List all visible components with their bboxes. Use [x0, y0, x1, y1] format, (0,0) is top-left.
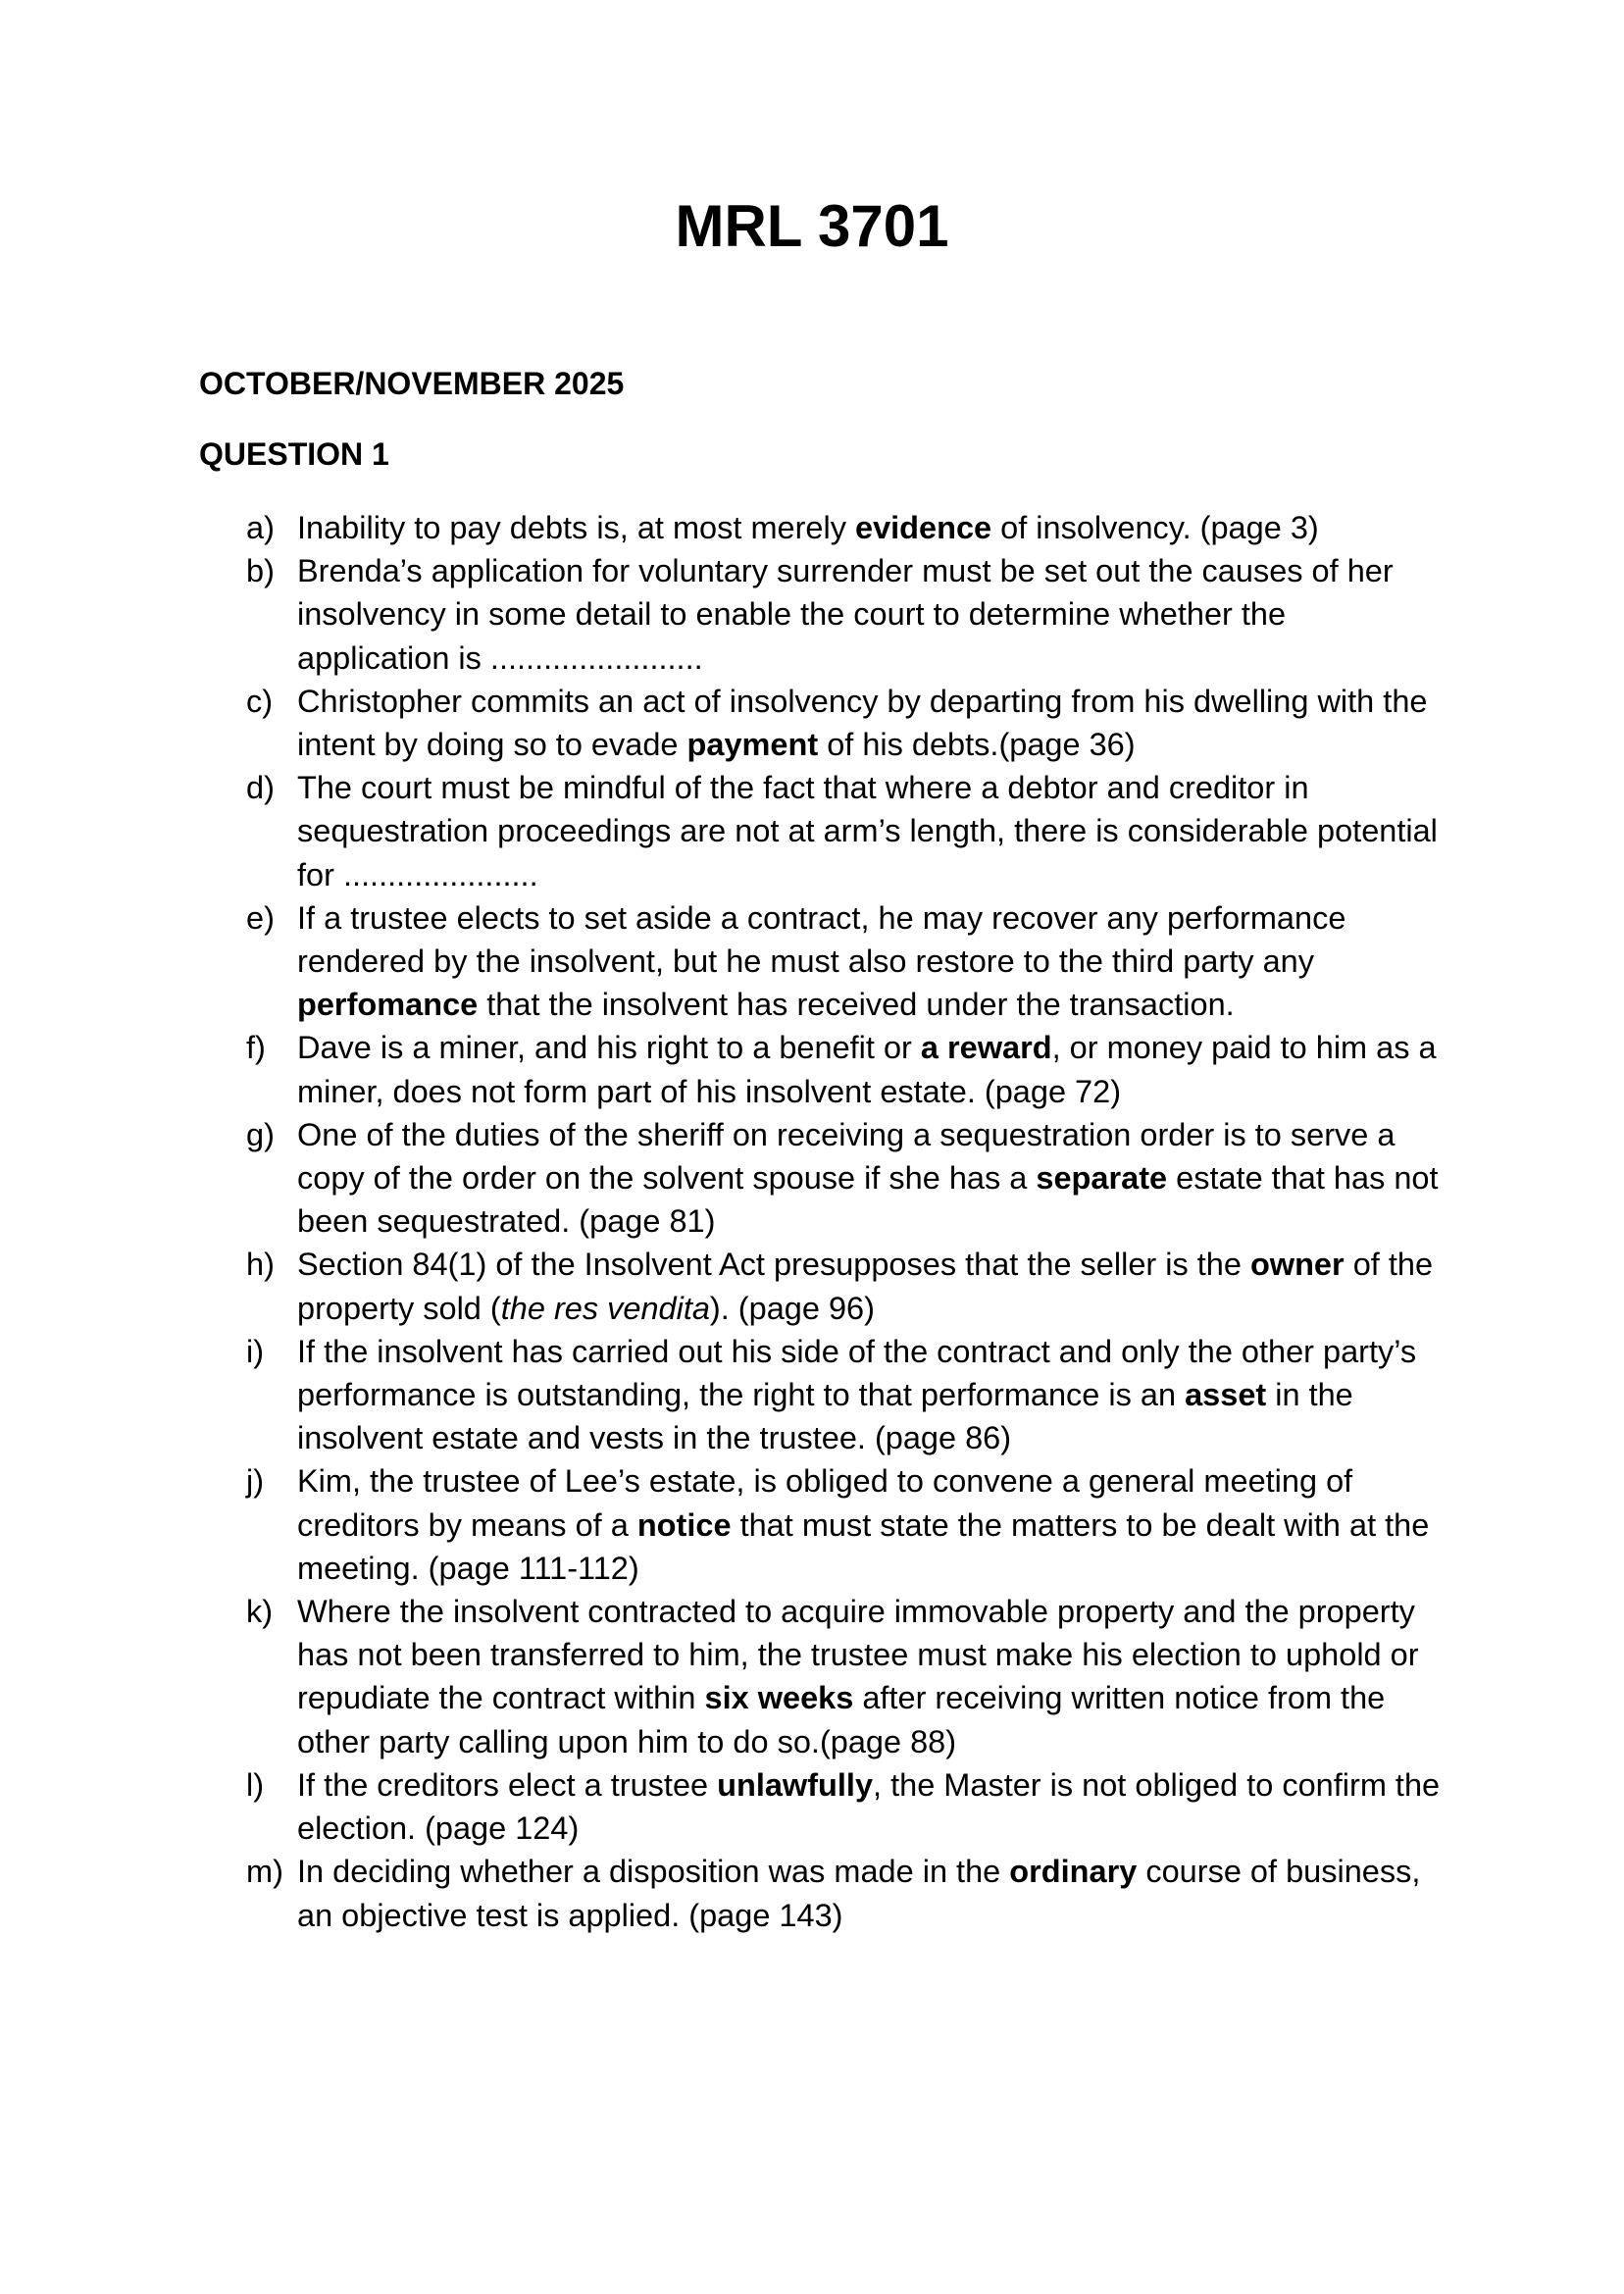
list-item: [0, 1026, 1624, 1112]
text-segment: The court must be mindful of the fact that where a debtor and creditor in sequestration proceedings are not at arm’s length, there is considerable potential for ......................: [297, 770, 1438, 892]
text-segment: in the insolvent estate and vests in the trustee. (page 86): [297, 1377, 1353, 1456]
document-title: MRL 3701: [675, 193, 949, 259]
item-label: h): [246, 1247, 275, 1283]
list-item: [0, 1243, 1624, 1329]
text-segment: If a trustee elects to set aside a contract, he may recover any performance rendered by the insolvent, but he must also restore to the third party any: [297, 899, 1346, 980]
bold-answer: unlawfully: [717, 1766, 874, 1803]
text-segment: of his debts.(page 36): [818, 727, 1136, 763]
question-heading: QUESTION 1: [199, 436, 389, 472]
item-label: j): [246, 1463, 265, 1500]
exam-session-heading: OCTOBER/NOVEMBER 2025: [199, 366, 625, 401]
item-label: a): [246, 510, 275, 545]
text-segment: of insolvency. (page 3): [991, 510, 1319, 545]
text-segment: In deciding whether a disposition was made in the: [297, 1854, 1010, 1890]
list-item: [0, 1763, 1624, 1850]
item-text: [297, 1026, 1624, 1112]
bold-answer: notice: [636, 1506, 732, 1543]
item-label: d): [246, 770, 275, 806]
text-segment: Where the insolvent contracted to acquire immovable property and the property has not been transferred to him, the trustee must make his election to uphold or repudiate the contract within: [297, 1594, 1419, 1716]
text-segment: Dave is a miner, and his right to a benefit or: [297, 1030, 921, 1066]
text-segment: Christopher commits an act of insolvency by departing from his dwelling with the intent by doing so to evade: [297, 683, 1428, 763]
list-item: [0, 896, 1624, 1027]
text-segment: Kim, the trustee of Lee’s estate, is obliged to convene a general meeting of creditors by means of a: [297, 1463, 1353, 1543]
item-text: [297, 1459, 1624, 1590]
item-label: m): [246, 1854, 283, 1890]
item-text: [297, 506, 1624, 549]
text-segment: , or money paid to him as a miner, does not form part of his insolvent estate. (page 72): [297, 1030, 1437, 1109]
item-label: f): [246, 1030, 266, 1066]
item-text: [297, 680, 1624, 766]
text-segment: course of business, an objective test is applied. (page 143): [297, 1854, 1421, 1933]
text-segment: Inability to pay debts is, at most merely: [297, 510, 855, 545]
item-text: [297, 1330, 1624, 1460]
list-item: [0, 1850, 1624, 1936]
bold-answer: separate: [1036, 1160, 1168, 1197]
item-text: [297, 1850, 1624, 1936]
text-segment: , the Master is not obliged to confirm the election. (page 124): [297, 1766, 1441, 1847]
item-text: [297, 549, 1624, 680]
item-label: c): [246, 683, 274, 719]
text-segment: Section 84(1) of the Insolvent Act presupposes that the seller is the: [297, 1247, 1250, 1283]
item-label: g): [246, 1116, 275, 1152]
item-text: [297, 896, 1624, 1027]
text-segment: that the insolvent has received under the transaction.: [478, 987, 1235, 1023]
bold-answer: payment: [686, 727, 819, 763]
text-segment: of the property sold (: [297, 1247, 1434, 1326]
text-segment: ). (page 96): [709, 1290, 875, 1326]
bold-answer: ordinary: [1009, 1854, 1138, 1890]
list-item: [0, 766, 1624, 896]
text-segment: One of the duties of the sheriff on receiving a sequestration order is to serve a copy of the order on the solvent spouse if she has a: [297, 1116, 1396, 1197]
item-text: [297, 1590, 1624, 1763]
list-item: [0, 1459, 1624, 1590]
text-segment: that must state the matters to be dealt with at the meeting. (page 111-112): [297, 1506, 1430, 1586]
text-segment: Brenda’s application for voluntary surrender must be set out the causes of her insolvency in some detail to enable the court to determine whether the application is ........................: [297, 553, 1394, 676]
item-text: [297, 766, 1624, 896]
list-item: [0, 680, 1624, 766]
item-text: [297, 1763, 1624, 1850]
item-label: b): [246, 553, 275, 589]
item-label: i): [246, 1333, 265, 1369]
item-text: [297, 1113, 1624, 1244]
bold-answer: six weeks: [704, 1680, 854, 1716]
bold-answer: asset: [1185, 1377, 1267, 1413]
list-item: [0, 506, 1624, 549]
text-segment: If the insolvent has carried out his side of the contract and only the other party’s performance is outstanding, the right to that performance is an: [297, 1333, 1417, 1413]
list-item: [0, 1113, 1624, 1244]
list-item: [0, 1330, 1624, 1460]
item-text: [297, 1243, 1624, 1329]
text-segment: after receiving written notice from the other party calling upon him to do so.(page 88): [297, 1680, 1386, 1759]
bold-answer: perfomance: [297, 987, 479, 1023]
bold-answer: owner: [1249, 1247, 1345, 1283]
text-segment: estate that has not been sequestrated. (page 81): [297, 1160, 1439, 1240]
answer-list: [0, 506, 1624, 1937]
list-item: [0, 1590, 1624, 1763]
item-label: e): [246, 899, 275, 936]
item-label: k): [246, 1594, 274, 1630]
item-label: l): [246, 1766, 265, 1803]
list-item: [0, 549, 1624, 680]
italic-text: the res vendita: [500, 1290, 710, 1326]
bold-answer: a reward: [920, 1030, 1052, 1066]
text-segment: If the creditors elect a trustee: [297, 1766, 718, 1803]
bold-answer: evidence: [855, 510, 992, 545]
